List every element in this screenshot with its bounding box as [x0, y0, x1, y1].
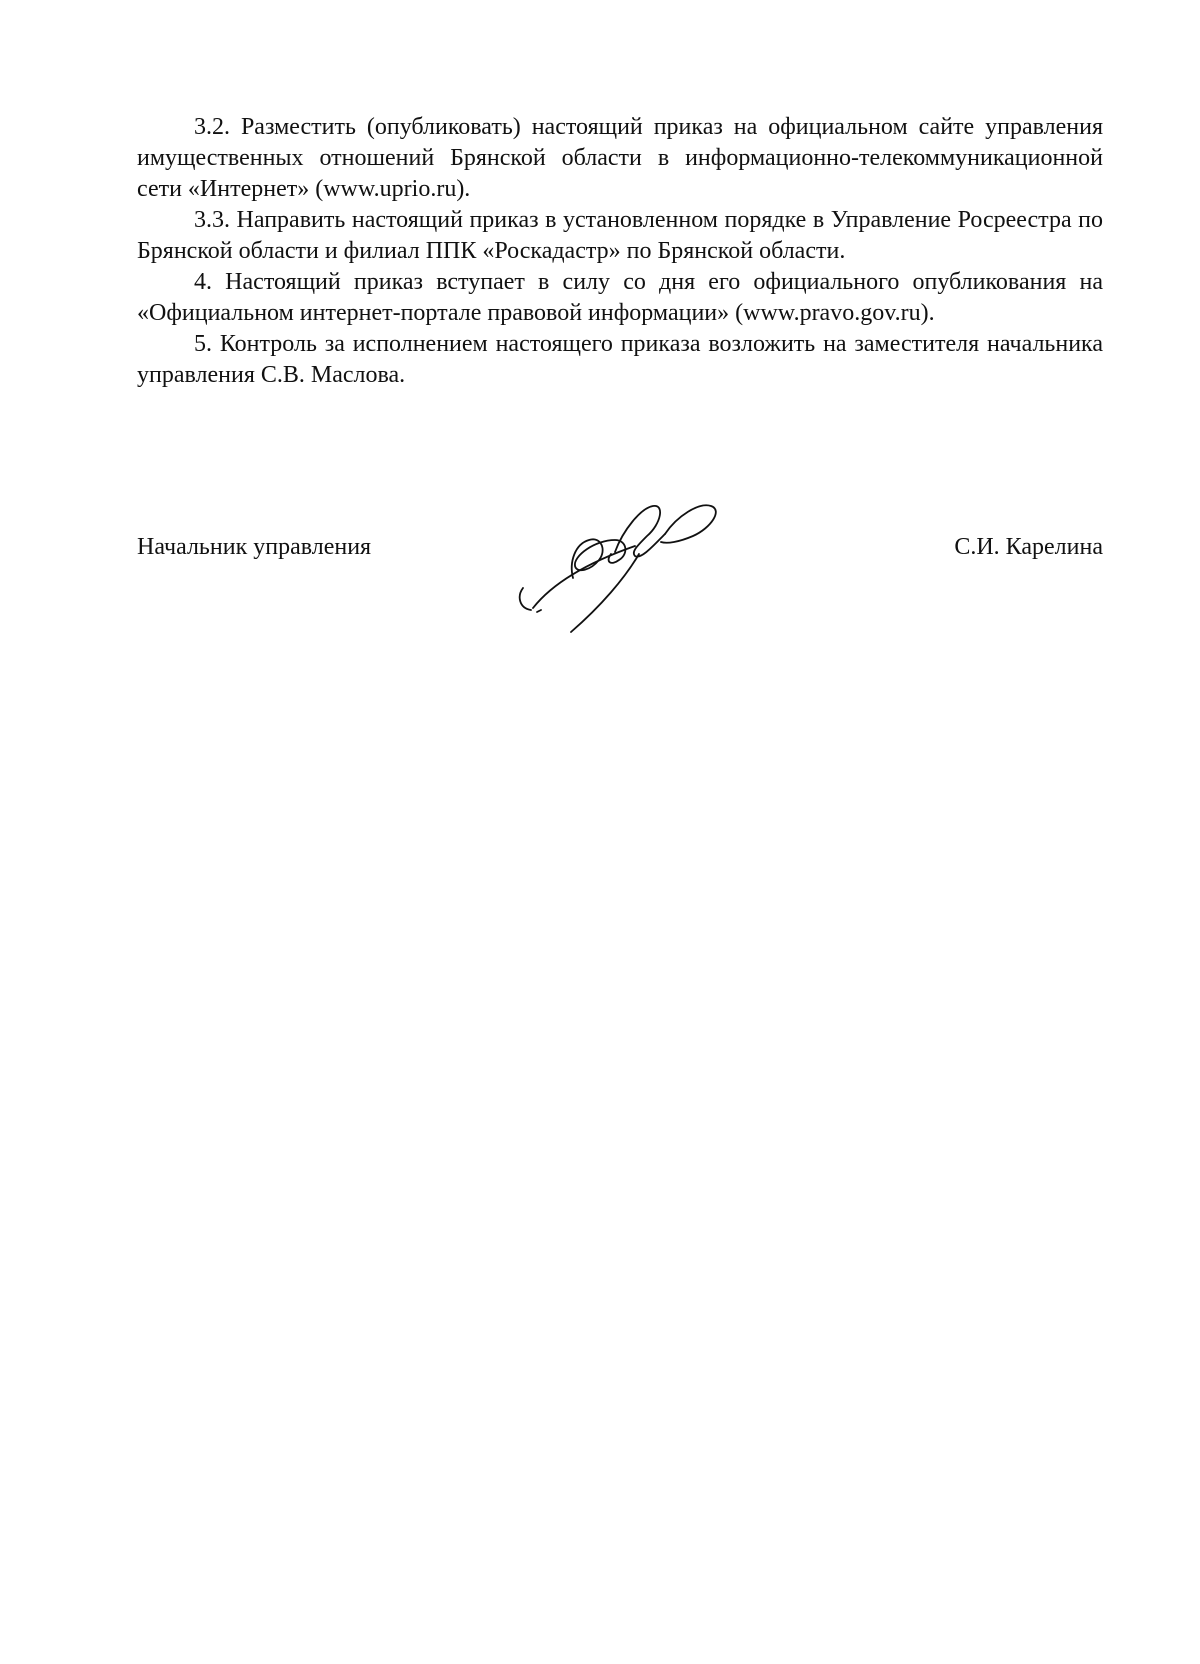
position-title: Начальник управления	[137, 534, 372, 560]
paragraph-3-3: 3.3. Направить настоящий приказ в установленном порядке в Управление Росреестра по Брянской области и филиал ППК «Роскадастр» по Брянской области.	[137, 207, 1103, 264]
paragraph-3-2: 3.2. Разместить (опубликовать) настоящий приказ на официальном сайте управления имущественных отношений Брянской области в информационно-телекоммуникационной сети «Интернет» (www.uprio.ru).	[137, 114, 1103, 202]
handwritten-signature-icon	[515, 500, 755, 640]
document-body	[137, 112, 1103, 391]
paragraph-4: 4. Настоящий приказ вступает в силу со дня его официального опубликования на «Официальном интернет-портале правовой информации» (www.pravo.gov.ru).	[137, 269, 1103, 326]
paragraph-5: 5. Контроль за исполнением настоящего приказа возложить на заместителя начальника управления С.В. Маслова.	[137, 331, 1103, 388]
signer-name: С.И. Карелина	[954, 534, 1103, 560]
